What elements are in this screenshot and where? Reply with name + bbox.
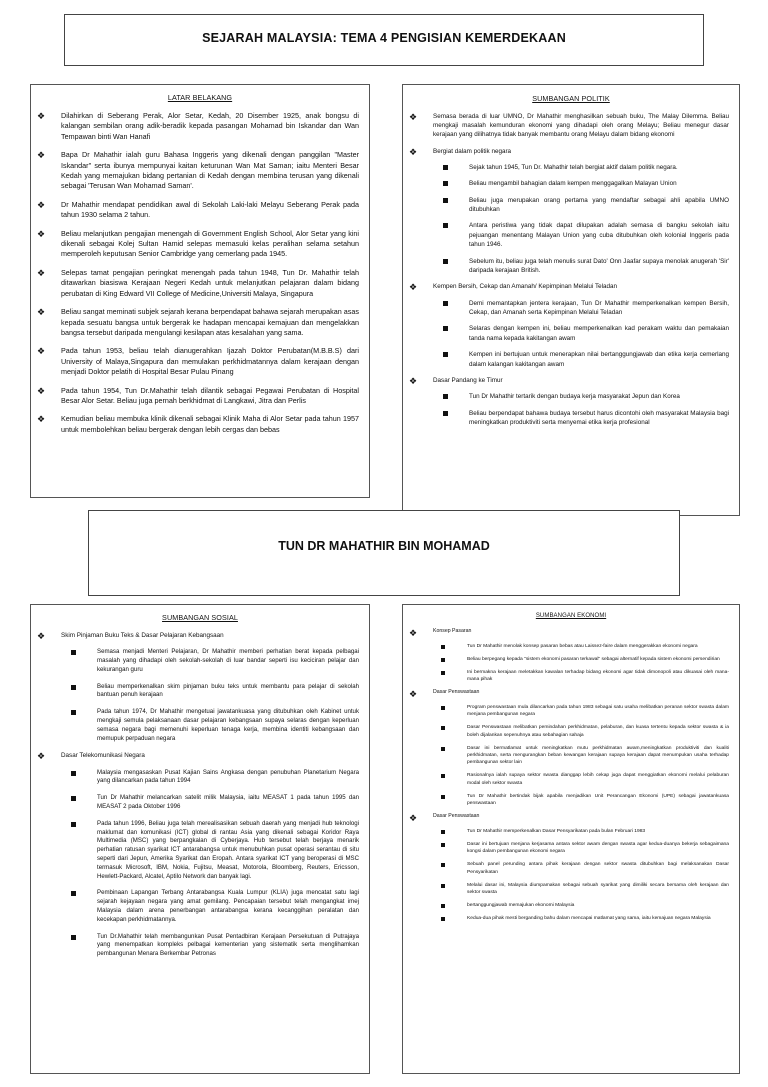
title-box bbox=[64, 14, 704, 66]
list-item: ❖ Pada tahun 1953, beliau telah dianugerahkan Ijazah Doktor Perubatan(M.B.B.S) dari University of Malaya,Singapura dan memulakan perkhidmatannya dalam kerajaan dengan menjadi Doktor pelatih di Hospital Besar Pulau Pinang bbox=[37, 346, 359, 377]
square-bullet-icon bbox=[71, 771, 76, 776]
list-item: ❖ Dasar Pandang ke Timur bbox=[409, 376, 503, 387]
diamond-bullet-icon: ❖ bbox=[409, 628, 418, 638]
sumbangan-sosial-heading: SUMBANGAN SOSIAL bbox=[162, 613, 238, 622]
diamond-bullet-icon: ❖ bbox=[37, 267, 46, 278]
list-item: ❖ Bapa Dr Mahathir ialah guru Bahasa Inggeris yang dikenali dengan panggilan "Master Iskandar" serta ibunya mempunyai kaitan keturunan Wan Mat Saman; iaitu Menteri Besar Kedah yang memajukan bidang pertanian di Kedah dengan membina terusan yang dikenali sebagai 'Terusan Wan Mohamad Saman'. bbox=[37, 150, 359, 191]
diamond-bullet-icon: ❖ bbox=[409, 146, 418, 157]
square-bullet-icon bbox=[443, 301, 448, 306]
list-item: Beliau mengambil bahagian dalam kempen menggagalkan Malayan Union bbox=[403, 179, 739, 188]
list-item: ❖ Kempen Bersih, Cekap dan Amanah/ Kepimpinan Melalui Teladan bbox=[409, 282, 618, 293]
page-title: SEJARAH MALAYSIA: TEMA 4 PENGISIAN KEMERDEKAAN bbox=[202, 31, 566, 45]
square-bullet-icon bbox=[441, 671, 445, 675]
square-bullet-icon bbox=[71, 891, 76, 896]
list-item: ❖ Dasar Penswastaan bbox=[409, 813, 480, 824]
square-bullet-icon bbox=[443, 181, 448, 186]
square-bullet-icon bbox=[441, 706, 445, 710]
list-item: ❖ Pada tahun 1954, Tun Dr.Mahathir telah dilantik sebagai Pegawai Perubatan di Hospital Besar Alor Setar. Beliau juga pernah berkhidmat di Langkawi, Jitra dan Perlis bbox=[37, 385, 359, 405]
square-bullet-icon bbox=[441, 863, 445, 867]
square-bullet-icon bbox=[443, 394, 448, 399]
diamond-bullet-icon: ❖ bbox=[409, 282, 418, 293]
square-bullet-icon bbox=[441, 830, 445, 834]
square-bullet-icon bbox=[71, 685, 76, 690]
square-bullet-icon bbox=[443, 411, 448, 416]
square-bullet-icon bbox=[441, 645, 445, 649]
list-item: Kempen ini bertujuan untuk menerapkan nilai bertanggungjawab dan etika kerja cemerlang dalam kalangan kakitangan awam bbox=[403, 350, 739, 369]
diamond-bullet-icon: ❖ bbox=[37, 385, 46, 396]
square-bullet-icon bbox=[71, 822, 76, 827]
list-item: Melalui dasar ini, Malaysia diumpamakan sebagai sebuah syarikat yang dimiliki secara bersama oleh kerajaan dan sektor swasta bbox=[403, 882, 739, 896]
square-bullet-icon bbox=[441, 917, 445, 921]
square-bullet-icon bbox=[71, 650, 76, 655]
square-bullet-icon bbox=[441, 726, 445, 730]
list-item: Selaras dengan kempen ini, beliau memperkenalkan kad perakam waktu dan pemakaian tanda nama kepada kakitangan awam bbox=[403, 324, 739, 343]
square-bullet-icon bbox=[71, 710, 76, 715]
sumbangan-ekonomi-heading: SUMBANGAN EKONOMI bbox=[535, 613, 607, 619]
list-item: Beliau berpegang kepada "sistem ekonomi pasaran terkawal" sebagai alternatif kepada sistem ekonomi persendirian bbox=[403, 656, 739, 663]
list-item: ❖ Selepas tamat pengajian peringkat menengah pada tahun 1948, Tun Dr. Mahathir telah ditawarkan biasiswa Kerajaan Negeri Kedah untuk melanjutkan pelajaran dalam bidang perubatan di King Edward VII College of Medicine,Universiti Malaya, Singapura bbox=[37, 267, 359, 298]
list-item: Ini bermakna kerajaan meletakkan kawalan terhadap bidang ekonomi agar tidak dimonopoli atau dikuasai oleh mana-mana pihak bbox=[403, 669, 739, 683]
latar-belakang-panel bbox=[30, 84, 370, 498]
list-item: ❖ Dr Mahathir mendapat pendidikan awal di Sekolah Laki-laki Melayu Seberang Perak pada tahun 1930 selama 2 tahun. bbox=[37, 199, 359, 220]
list-item: Semasa menjadi Menteri Pelajaran, Dr Mahathir memberi perhatian berat kepada pelbagai masalah yang dihadapi oleh sekolah-sekolah di luar bandar seperti isu keciciran pelajar dan kekurangan guru bbox=[31, 648, 369, 674]
diamond-bullet-icon: ❖ bbox=[37, 199, 46, 210]
list-item: ❖ Konsep Pasaran bbox=[409, 628, 472, 638]
list-item: ❖ Beliau sangat meminati subjek sejarah kerana berpendapat bahawa sejarah merupakan asas kepada sesuatu bangsa untuk bergerak ke hadapan mencapai kemajuan dan mengelakkan bangsa tersebut daripada mengulangi kesilapan atas kesalahan yang sama. bbox=[37, 307, 359, 337]
square-bullet-icon bbox=[443, 165, 448, 170]
list-item: Sebuah panel perunding antara pihak kerajaan dengan sektor swasta ditubuhkan bagi melaksanakan Dasar Pensyarikatan bbox=[403, 861, 739, 875]
list-item: Beliau juga merupakan orang pertama yang mendaftar sebagai ahli apabila UMNO ditubuhkan bbox=[403, 196, 739, 215]
list-item: Beliau berpendapat bahawa budaya tersebut harus dicontohi oleh masyarakat Malaysia bagi meningkatkan produktiviti serta menyemai etika kerja profesional bbox=[403, 409, 739, 428]
diamond-bullet-icon: ❖ bbox=[37, 346, 46, 357]
square-bullet-icon bbox=[441, 843, 445, 847]
center-title-box bbox=[88, 510, 680, 596]
list-item: Sebelum itu, beliau juga telah menulis surat Dato' Onn Jaafar supaya menolak anugerah 'Sir' daripada kerajaan British. bbox=[403, 257, 739, 276]
diamond-bullet-icon: ❖ bbox=[37, 307, 46, 318]
center-title: TUN DR MAHATHIR BIN MOHAMAD bbox=[278, 539, 490, 553]
list-item: Tun Dr Mahathir memperkenalkan Dasar Pensyarikatan pada bulan Februari 1983 bbox=[403, 828, 739, 835]
list-item: Pada tahun 1974, Dr Mahathir mengetuai jawatankuasa yang ditubuhkan oleh Kabinet untuk mengkaji semula pelaksanaan dasar pelajaran kebangsaan supaya selaras dengan keperluan semasa negara bagi memenuhi keperluan tenaga kerja, membina identiti kebangsaan dan memupuk perpaduan negara bbox=[31, 708, 369, 743]
list-item: ❖ Semasa berada di luar UMNO, Dr Mahathir menghasilkan sebuah buku, The Malay Dilemma. Beliau mengkaji masalah kemunduran ekonomi yang dihadapi oleh orang Melayu; Beliau menegur dasar kerajaan yang dilihatnya tidak banyak membantu orang Melayu dalam bidang ekonomi bbox=[409, 112, 729, 139]
square-bullet-icon bbox=[441, 904, 445, 908]
list-item: ❖ Kemudian beliau membuka klinik dikenali sebagai Klinik Maha di Alor Setar pada tahun 1957 untuk membolehkan beliau bergerak dengan lebih cergas dan bebas bbox=[37, 414, 359, 434]
list-item: ❖ Dilahirkan di Seberang Perak, Alor Setar, Kedah, 20 Disember 1925, anak bongsu di kalangan sembilan orang adik-beradik kepada pasangan Mohamad bin Iskandar dan Wan Tempawan binti Wan Hanafi bbox=[37, 111, 359, 141]
list-item: ❖ Beliau melanjutkan pengajian menengah di Government English School, Alor Setar yang kini dikenali sebagai Kolej Sultan Hamid selepas memasuki kelas peralihan selama setahun memperoleh keputusan Senior Cambridge yang cemerlang pada 1945. bbox=[37, 228, 359, 259]
square-bullet-icon bbox=[441, 658, 445, 662]
list-item: Malaysia mengasaskan Pusat Kajian Sains Angkasa dengan penubuhan Planetarium Negara yang dilancarkan pada tahun 1994 bbox=[31, 769, 369, 787]
square-bullet-icon bbox=[441, 747, 445, 751]
square-bullet-icon bbox=[443, 198, 448, 203]
list-item: ❖ Dasar Penswastaan bbox=[409, 689, 480, 700]
list-item: Dasar ini bermatlamat untuk meningkatkan mutu perkhidmatan awam,meningkatkan produktiviti dan kualiti perkhidmatan, serta mengurangkan beban kewangan kerajaan supaya kerajaan dapat menumpukan usaha terhadap pembangunan sektor lain bbox=[403, 745, 739, 767]
square-bullet-icon bbox=[441, 884, 445, 888]
list-item: bertanggungjawab memajukan ekonomi Malaysia bbox=[403, 902, 739, 909]
list-item: Tun Dr Mahathir bertindak bijak apabila menjadikan Unit Perancangan Ekonomi (UPE) sebagai jawatankuasa penswastaan bbox=[403, 793, 739, 807]
square-bullet-icon bbox=[71, 796, 76, 801]
square-bullet-icon bbox=[71, 935, 76, 940]
list-item: Pembinaan Lapangan Terbang Antarabangsa Kuala Lumpur (KLIA) juga mencatat satu lagi sejarah kejayaan negara yang amat gemilang. Pencapaian tersebut telah mengangkat imej Malaysia dalam arena penerbangan antarabangsa kerana kecanggihan peralatan dan kecekapan perkhidmatannya. bbox=[31, 889, 369, 924]
sumbangan-politik-heading: SUMBANGAN POLITIK bbox=[532, 94, 610, 103]
list-item: Demi memantapkan jentera kerajaan, Tun Dr Mahathir memperkenalkan kempen Bersih, Cekap, dan Amanah serta Kepimpinan Melalui Teladan bbox=[403, 299, 739, 318]
sumbangan-politik-panel bbox=[402, 84, 740, 516]
list-item: ❖ Skim Pinjaman Buku Teks & Dasar Pelajaran Kebangsaan bbox=[37, 631, 224, 641]
square-bullet-icon bbox=[441, 795, 445, 799]
list-item: Pada tahun 1996, Beliau juga telah merealisasikan sebuah daerah yang menjadi hub teknologi maklumat dan komunikasi (ICT) global di rantau Asia yang dikenali sebagai Koridor Raya Multimedia (MSC) yang berpangkalan di Cyberjaya. Hub tersebut telah berjaya menarik perhatian ratusan syarikat ICT antarabangsa untuk menubuhkan pusat operasi serantau di situ seperti dari Jepun, Amerika Syarikat dan Eropah. Antara syarikat ICT yang beroperasi di MSC termasuk Microsoft, IBM, Nokia, Fujitsu, Measat, Motorola, Bloomberg, Reuters, Ericsson, Hewlett-Packard, Alcatel, Aptilo Network dan banyak lagi. bbox=[31, 820, 369, 882]
list-item: Beliau memperkenalkan skim pinjaman buku teks untuk membantu para pelajar di sekolah bantuan penuh kerajaan bbox=[31, 683, 369, 701]
list-item: Tun Dr Mahathir menolak konsep pasaran bebas atau Laissez-faire dalam menggerakkan ekonomi negara bbox=[403, 643, 739, 650]
diamond-bullet-icon: ❖ bbox=[37, 111, 46, 121]
square-bullet-icon bbox=[443, 259, 448, 264]
list-item: Dasar ini bertujuan menjana kerjasama antara sektor awam dengan swasta agar kedua-duanya bekerja sebagaimana kongsi dalam pembangunan ekonomi negara bbox=[403, 841, 739, 855]
list-item: Tun Dr.Mahathir telah membangunkan Pusat Pentadbiran Kerajaan Persekutuan di Putrajaya yang menempatkan kompleks pelbagai kementerian yang sistematik serta menglihamkan pembangunan Menara Berkembar Petronas bbox=[31, 933, 369, 959]
list-item: Antara peristiwa yang tidak dapat dilupakan adalah semasa di bangku sekolah iaitu pejuangan menentang Malayan Union yang cuba ditubuhkan oleh kolonial Inggeris pada tahun 1946. bbox=[403, 221, 739, 249]
diamond-bullet-icon: ❖ bbox=[37, 751, 46, 762]
latar-belakang-heading: LATAR BELAKANG bbox=[167, 93, 233, 102]
sumbangan-sosial-panel bbox=[30, 604, 370, 1074]
diamond-bullet-icon: ❖ bbox=[37, 414, 46, 425]
list-item: Dasar Penswastaan melibatkan pemindahan perkhidmatan, pelaburan, dan kuasa tertentu kepada sektor swasta & ia boleh dijalankan sepenuhnya atau sebahagian sahaja bbox=[403, 724, 739, 738]
square-bullet-icon bbox=[441, 774, 445, 778]
diamond-bullet-icon: ❖ bbox=[409, 813, 418, 824]
diamond-bullet-icon: ❖ bbox=[409, 376, 418, 387]
square-bullet-icon bbox=[443, 223, 448, 228]
list-item: Program penswastaan mula dilancarkan pada tahun 1983 sebagai satu usaha melibatkan peranan sektor swasta dalam menjana pembangunan negara bbox=[403, 704, 739, 718]
diamond-bullet-icon: ❖ bbox=[37, 228, 46, 239]
list-item: Sejak tahun 1945, Tun Dr. Mahathir telah bergiat aktif dalam politik negara. bbox=[403, 163, 739, 172]
list-item: ❖ Dasar Telekomunikasi Negara bbox=[37, 751, 145, 762]
diamond-bullet-icon: ❖ bbox=[37, 631, 46, 641]
sumbangan-ekonomi-panel bbox=[402, 604, 740, 1074]
diamond-bullet-icon: ❖ bbox=[409, 689, 418, 700]
list-item: Rasionalnya ialah supaya sektor swasta dianggap lebih cekap juga dapat menggiatkan ekonomi melalui pelaburan modal oleh sektor swasta bbox=[403, 772, 739, 786]
square-bullet-icon bbox=[443, 326, 448, 331]
list-item: Tun Dr Mahathir melancarkan satelit milik Malaysia, iaitu MEASAT 1 pada tahun 1995 dan MEASAT 2 pada Oktober 1996 bbox=[31, 794, 369, 812]
diamond-bullet-icon: ❖ bbox=[37, 150, 46, 161]
square-bullet-icon bbox=[443, 352, 448, 357]
list-item: Tun Dr Mahathir tertarik dengan budaya kerja masyarakat Jepun dan Korea bbox=[403, 392, 739, 401]
list-item: ❖ Bergiat dalam politik negara bbox=[409, 146, 512, 157]
list-item: Kedua-dua pihak mesti berganding bahu dalam mencapai matlamat yang sama, iaitu kemajuan negara Malaysia bbox=[403, 915, 739, 922]
diamond-bullet-icon: ❖ bbox=[409, 112, 418, 122]
